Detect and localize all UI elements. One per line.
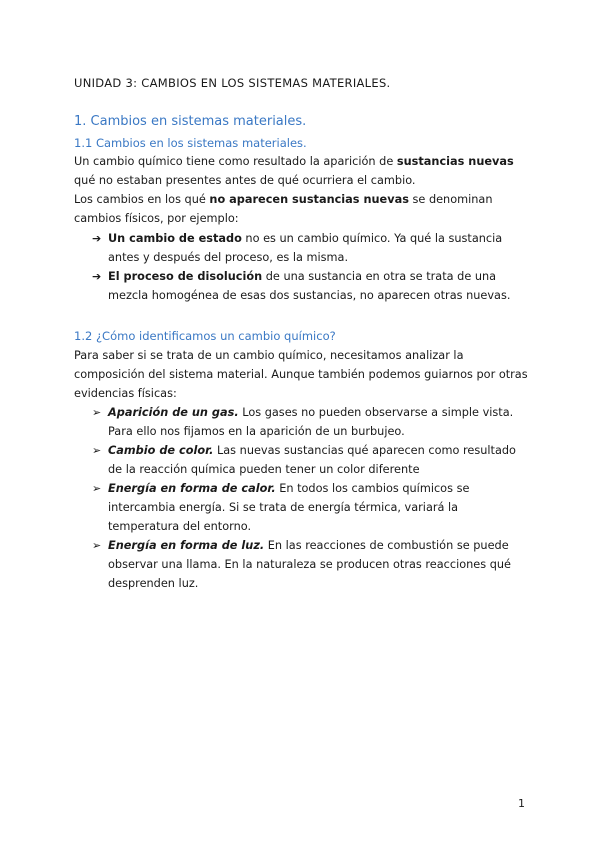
list-item-text: Los gases no pueden observarse a simple vista. Para ello nos fijamos en la aparición de un burbujeo. xyxy=(108,406,514,438)
list-item-text: En todos los cambios químicos se intercambia energía. Si se trata de energía térmica, variará la temperatura del entorno. xyxy=(108,482,470,533)
arrow-bullet-icon: ➔ xyxy=(92,270,102,283)
list-item-text: En las reacciones de combustión se puede observar una llama. En la naturaleza se producen otras reacciones qué desprenden luz. xyxy=(108,539,512,590)
bold-term: no aparecen sustancias nuevas xyxy=(209,193,409,206)
arrowhead-bullet-icon: ➢ xyxy=(92,539,102,552)
list-item-text: de una sustancia en otra se trata de una mezcla homogénea de esas dos sustancias, no aparecen otras nuevas. xyxy=(108,270,511,302)
arrowhead-bullet-icon: ➢ xyxy=(92,482,102,495)
document-title: UNIDAD 3: CAMBIOS EN LOS SISTEMAS MATERIALES. xyxy=(74,76,391,90)
bold-term: sustancias nuevas xyxy=(396,155,514,168)
list-item xyxy=(92,229,532,267)
paragraph-physical-change xyxy=(74,190,534,228)
paragraph-text: Los cambios en los qué xyxy=(74,193,210,206)
arrow-bullet-icon: ➔ xyxy=(92,232,102,245)
physical-change-list xyxy=(92,229,532,305)
list-item-text: no es un cambio químico. Ya qué la sustancia antes y después del proceso, es la misma. xyxy=(108,232,503,264)
bold-term: Un cambio de estado xyxy=(108,232,242,245)
bold-term: Energía en forma de calor. xyxy=(108,482,276,495)
list-item xyxy=(92,267,532,305)
bold-term: Aparición de un gas. xyxy=(108,406,239,419)
bold-term: Energía en forma de luz. xyxy=(108,539,265,552)
section-heading: 1. Cambios en sistemas materiales. xyxy=(74,114,307,129)
list-item xyxy=(92,403,532,441)
page-number: 1 xyxy=(518,797,525,810)
subsection-heading-1-1: 1.1 Cambios en los sistemas materiales. xyxy=(74,136,307,150)
paragraph-chemical-change xyxy=(74,152,534,190)
bold-term: Cambio de color. xyxy=(108,444,214,457)
arrowhead-bullet-icon: ➢ xyxy=(92,444,102,457)
evidence-list xyxy=(92,403,532,593)
arrowhead-bullet-icon: ➢ xyxy=(92,406,102,419)
list-item xyxy=(92,441,532,479)
bold-term: El proceso de disolución xyxy=(108,270,263,283)
list-item xyxy=(92,536,532,593)
paragraph-text: qué no estaban presentes antes de qué ocurriera el cambio. xyxy=(74,174,416,187)
list-item-text: Las nuevas sustancias qué aparecen como resultado de la reacción química pueden tener un color diferente xyxy=(108,444,516,476)
paragraph-text: Un cambio químico tiene como resultado la aparición de xyxy=(74,155,397,168)
subsection-heading-1-2: 1.2 ¿Cómo identificamos un cambio químico? xyxy=(74,329,336,343)
paragraph-text: se denominan cambios físicos, por ejemplo: xyxy=(74,193,493,225)
paragraph-identify: Para saber si se trata de un cambio químico, necesitamos analizar la composición del sistema material. Aunque también podemos guiarnos por otras evidencias físicas: xyxy=(74,349,528,400)
list-item xyxy=(92,479,532,536)
